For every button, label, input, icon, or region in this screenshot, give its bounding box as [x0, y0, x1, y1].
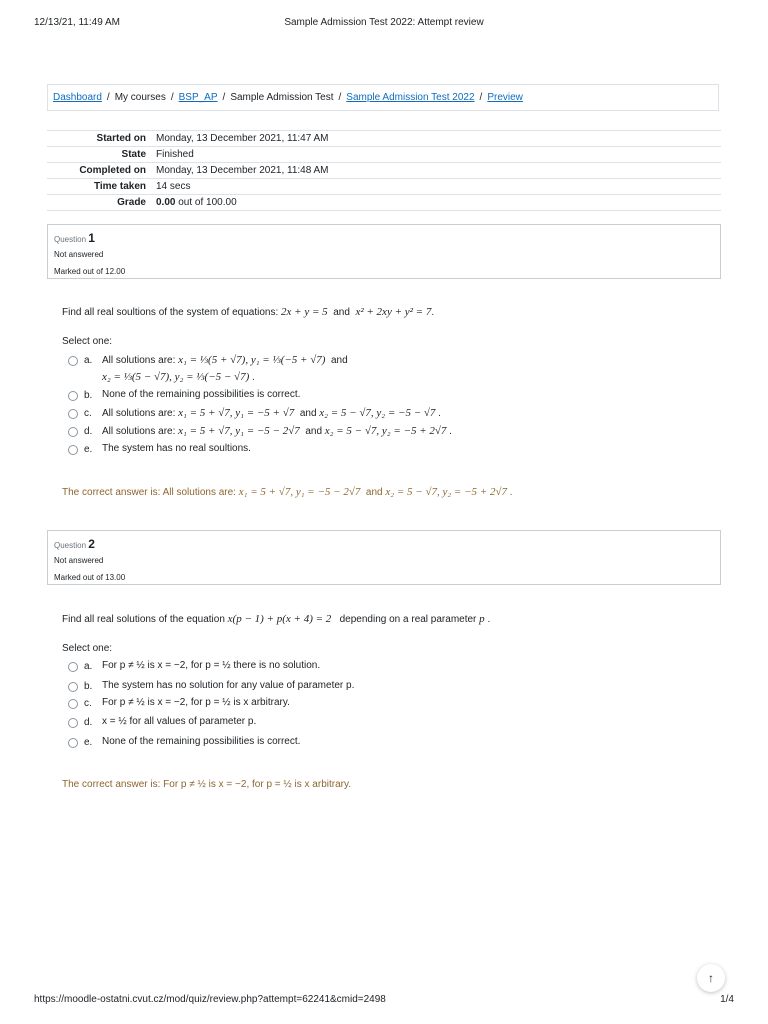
option-text: None of the remaining possibilities is correct.	[102, 736, 301, 747]
option-math-2: x₂ = ⅓(5 − √7), y₂ = ⅓(−5 − √7)	[102, 371, 250, 383]
option-math-2: x₂ = 5 − √7, y₂ = −5 − √7	[319, 407, 436, 419]
answer-option-a[interactable]	[68, 355, 348, 386]
breadcrumb-preview[interactable]: Preview	[487, 92, 523, 103]
back-to-top-button[interactable]	[697, 964, 725, 992]
option-prefix: All solutions are:	[102, 426, 176, 437]
print-page-number: 1/4	[720, 994, 734, 1005]
question-word: Question	[54, 541, 87, 550]
option-math-1: x₁ = 5 + √7, y₁ = −5 − 2√7	[178, 425, 300, 437]
grade-score: 0.00	[156, 197, 176, 208]
breadcrumb-quiz[interactable]: Sample Admission Test 2022	[346, 92, 475, 103]
equation-1: x(p − 1) + p(x + 4) = 2	[227, 613, 332, 625]
correct-answer-1: The correct answer is: All solutions are: x₁ = 5 + √7, y₁ = −5 − 2√7 and x₂ = 5 − √7, y₂ = −5 + 2√7 .	[62, 486, 513, 498]
option-letter: c.	[84, 698, 92, 709]
question-number	[54, 537, 714, 551]
option-letter: e.	[84, 444, 93, 455]
option-letter: e.	[84, 737, 93, 748]
print-header	[0, 17, 768, 31]
option-math-2: x₂ = 5 − √7, y₂ = −5 + 2√7	[324, 425, 447, 437]
answer-option-c[interactable]	[68, 698, 290, 711]
state-label: State	[47, 147, 156, 163]
option-text: All solutions are: x₁ = ⅓(5 + √7), y₁ = ⅓(−5 + √7) and x₂ = ⅓(5 − √7), y₂ = ⅓(−5 − √7) .	[102, 354, 348, 383]
question-marks: Marked out of 13.00	[54, 573, 126, 582]
time-label: Time taken	[47, 179, 156, 195]
started-label: Started on	[47, 131, 156, 147]
option-text: x = ½ for all values of parameter p.	[102, 716, 257, 727]
option-letter: d.	[84, 717, 93, 728]
select-one-label: Select one:	[62, 336, 113, 347]
question-text-1: Find all real soultions of the system of equations: 2x + y = 5 and x² + 2xy + y² = 7.	[62, 306, 435, 318]
option-text: All solutions are: x₁ = 5 + √7, y₁ = −5 − 2√7 and x₂ = 5 − √7, y₂ = −5 + 2√7 .	[102, 425, 452, 437]
option-mid: and	[305, 426, 323, 437]
breadcrumb-section: Sample Admission Test	[230, 92, 334, 103]
grade-max: out of 100.00	[178, 197, 237, 208]
radio-button[interactable]	[68, 682, 78, 692]
time-value: 14 secs	[156, 179, 721, 195]
question-info-2	[47, 530, 721, 585]
option-text: All solutions are: x₁ = 5 + √7, y₁ = −5 + √7 and x₂ = 5 − √7, y₂ = −5 − √7 .	[102, 407, 441, 419]
print-title: Sample Admission Test 2022: Attempt review	[284, 17, 484, 28]
question-state: Not answered	[54, 556, 104, 565]
breadcrumb-separator: /	[222, 92, 226, 103]
and-word: and	[333, 307, 350, 318]
correct-answer-mid: and	[365, 487, 383, 498]
started-value: Monday, 13 December 2021, 11:47 AM	[156, 131, 721, 147]
radio-button[interactable]	[68, 718, 78, 728]
equation-2: x² + 2xy + y² = 7	[355, 306, 432, 318]
print-footer	[0, 994, 768, 1008]
summary-row-grade	[47, 195, 721, 211]
breadcrumb-separator: /	[338, 92, 342, 103]
arrow-up-icon: ↑	[708, 971, 714, 985]
option-prefix: All solutions are:	[102, 355, 176, 366]
option-letter: b.	[84, 390, 93, 401]
question-number-value: 2	[88, 537, 95, 551]
breadcrumb-separator: /	[106, 92, 110, 103]
option-math-1: x₁ = 5 + √7, y₁ = −5 + √7	[178, 407, 295, 419]
radio-button[interactable]	[68, 409, 78, 419]
answer-option-e[interactable]	[68, 737, 300, 750]
question-marks: Marked out of 12.00	[54, 267, 126, 276]
answer-option-d[interactable]	[68, 426, 452, 440]
print-url: https://moodle-ostatni.cvut.cz/mod/quiz/review.php?attempt=62241&cmid=2498	[34, 994, 386, 1005]
option-text: For p ≠ ½ is x = −2, for p = ½ is x arbitrary.	[102, 697, 290, 708]
question-prompt: Find all real soultions of the system of equations:	[62, 307, 279, 318]
answer-option-d[interactable]	[68, 717, 256, 730]
breadcrumb	[47, 84, 719, 111]
parameter: p	[479, 613, 485, 625]
radio-button[interactable]	[68, 445, 78, 455]
question-text-2: Find all real solutions of the equation x(p − 1) + p(x + 4) = 2 depending on a real parameter p .	[62, 613, 491, 625]
summary-row-started	[47, 131, 721, 147]
correct-answer-2: The correct answer is: For p ≠ ½ is x = −2, for p = ½ is x arbitrary.	[62, 779, 352, 790]
answer-option-a[interactable]	[68, 661, 320, 674]
option-letter: a.	[84, 661, 93, 672]
summary-row-time	[47, 179, 721, 195]
radio-button[interactable]	[68, 391, 78, 401]
correct-answer-math-2: x₂ = 5 − √7, y₂ = −5 + 2√7	[385, 486, 507, 498]
option-text: The system has no solution for any value of parameter p.	[102, 680, 355, 691]
print-datetime: 12/13/21, 11:49 AM	[34, 17, 120, 28]
summary-row-state	[47, 147, 721, 163]
radio-button[interactable]	[68, 699, 78, 709]
question-number	[54, 231, 714, 245]
grade-value	[156, 195, 721, 211]
breadcrumb-course[interactable]: BSP_AP	[178, 92, 218, 103]
option-text: For p ≠ ½ is x = −2, for p = ½ there is no solution.	[102, 660, 321, 671]
breadcrumb-separator: /	[170, 92, 174, 103]
option-letter: b.	[84, 681, 93, 692]
question-number-value: 1	[88, 231, 95, 245]
breadcrumb-separator: /	[479, 92, 483, 103]
option-mid: and	[299, 408, 317, 419]
option-letter: c.	[84, 408, 92, 419]
answer-option-b[interactable]	[68, 390, 300, 403]
answer-option-e[interactable]	[68, 444, 251, 457]
equation-1: 2x + y = 5	[281, 306, 328, 318]
question-prompt: Find all real solutions of the equation	[62, 614, 225, 625]
option-mid: and	[330, 355, 348, 366]
question-word: Question	[54, 235, 87, 244]
summary-row-completed	[47, 163, 721, 179]
state-value: Finished	[156, 147, 721, 163]
radio-button[interactable]	[68, 738, 78, 748]
answer-option-b[interactable]	[68, 681, 354, 694]
option-text: The system has no real soultions.	[102, 443, 251, 454]
correct-answer-prefix: The correct answer is: All solutions are:	[62, 487, 236, 498]
correct-answer-math-1: x₁ = 5 + √7, y₁ = −5 − 2√7	[238, 486, 361, 498]
breadcrumb-dashboard[interactable]: Dashboard	[53, 92, 102, 103]
option-text: None of the remaining possibilities is correct.	[102, 389, 301, 400]
completed-label: Completed on	[47, 163, 156, 179]
select-one-label: Select one:	[62, 643, 113, 654]
question-prompt-2: depending on a real parameter	[339, 614, 477, 625]
radio-button[interactable]	[68, 356, 78, 366]
radio-button[interactable]	[68, 427, 78, 437]
attempt-summary-table	[47, 130, 721, 211]
grade-label: Grade	[47, 195, 156, 211]
option-letter: a.	[84, 355, 93, 366]
option-letter: d.	[84, 426, 93, 437]
breadcrumb-my-courses: My courses	[114, 92, 166, 103]
answer-option-c[interactable]	[68, 408, 441, 422]
question-info-1	[47, 224, 721, 279]
option-math-1: x₁ = ⅓(5 + √7), y₁ = ⅓(−5 + √7)	[178, 354, 326, 366]
question-state: Not answered	[54, 250, 104, 259]
completed-value: Monday, 13 December 2021, 11:48 AM	[156, 163, 721, 179]
radio-button[interactable]	[68, 662, 78, 672]
option-prefix: All solutions are:	[102, 408, 176, 419]
